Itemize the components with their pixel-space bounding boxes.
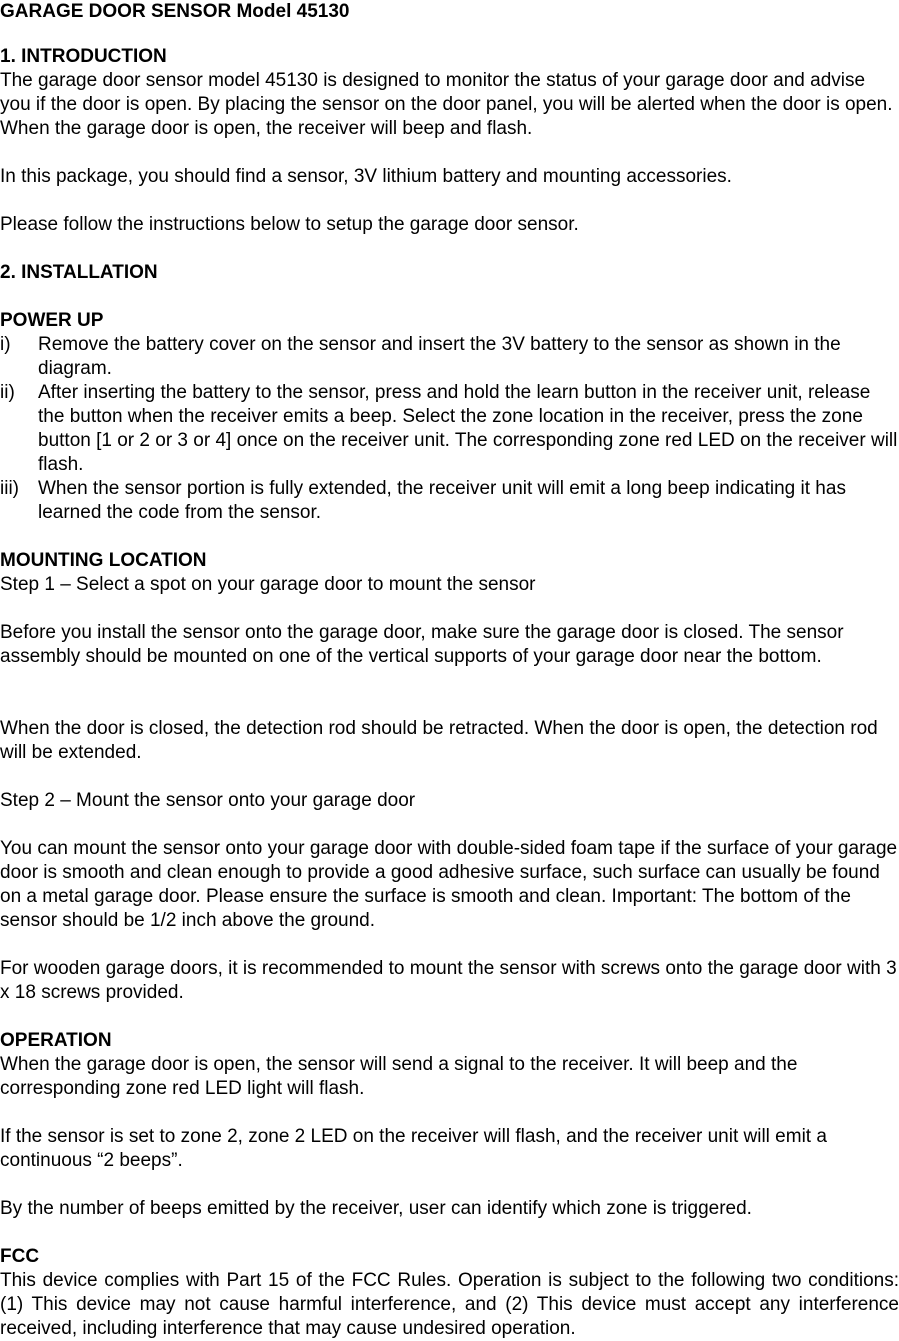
mounting-location-heading: MOUNTING LOCATION xyxy=(0,550,207,571)
step-number: iii) xyxy=(0,478,19,499)
intro-paragraph-2: In this package, you should find a sensor, 3V lithium battery and mounting accessories. xyxy=(0,166,732,187)
intro-paragraph-3: Please follow the instructions below to setup the garage door sensor. xyxy=(0,214,579,235)
step-text: After inserting the battery to the sensor, press and hold the learn button in the receiver unit, release the button when the receiver emits a beep. Select the zone location in the receiver, press the zone button [1 or 2 or 3 or 4] once on the receiver unit. The corresponding zone red LED on the receiver will flash. xyxy=(38,382,898,475)
mounting-step-1: Step 1 – Select a spot on your garage door to mount the sensor xyxy=(0,574,536,595)
step-text: Remove the battery cover on the sensor and insert the 3V battery to the sensor as shown in the diagram. xyxy=(38,334,841,379)
power-up-heading: POWER UP xyxy=(0,310,104,331)
mounting-paragraph-3: You can mount the sensor onto your garage door with double-sided foam tape if the surface of your garage door is smooth and clean enough to provide a good adhesive surface, such surface can usually be found on a metal garage door. Please ensure the surface is smooth and clean. Important: The bottom of the sensor should be 1/2 inch above the ground. xyxy=(0,838,898,931)
fcc-heading: FCC xyxy=(0,1246,40,1267)
intro-heading: 1. INTRODUCTION xyxy=(0,46,167,67)
mounting-step-2: Step 2 – Mount the sensor onto your garage door xyxy=(0,790,416,811)
operation-paragraph-1: When the garage door is open, the sensor will send a signal to the receiver. It will beep and the corresponding zone red LED light will flash. xyxy=(0,1054,798,1099)
installation-heading: 2. INSTALLATION xyxy=(0,262,158,283)
mounting-paragraph-4: For wooden garage doors, it is recommended to mount the sensor with screws onto the garage door with 3 x 18 screws provided. xyxy=(0,958,897,1003)
step-text: When the sensor portion is fully extended, the receiver unit will emit a long beep indicating it has learned the code from the sensor. xyxy=(38,478,846,523)
operation-paragraph-2: If the sensor is set to zone 2, zone 2 LED on the receiver will flash, and the receiver unit will emit a continuous “2 beeps”. xyxy=(0,1126,827,1171)
mounting-paragraph-2: When the door is closed, the detection rod should be retracted. When the door is open, the detection rod will be extended. xyxy=(0,718,878,763)
fcc-paragraph: This device complies with Part 15 of the FCC Rules. Operation is subject to the following two conditions: (1) This device may not cause harmful interference, and (2) This device must accept any interference received, including interference that may cause undesired operation. xyxy=(0,1270,899,1339)
intro-paragraph-1: The garage door sensor model 45130 is designed to monitor the status of your garage door and advise you if the door is open. By placing the sensor on the door panel, you will be alerted when the door is open. When the garage door is open, the receiver will beep and flash. xyxy=(0,70,893,139)
operation-paragraph-3: By the number of beeps emitted by the receiver, user can identify which zone is triggered. xyxy=(0,1198,752,1219)
step-number: i) xyxy=(0,334,11,355)
operation-heading: OPERATION xyxy=(0,1030,112,1051)
document-title: GARAGE DOOR SENSOR Model 45130 xyxy=(0,1,350,22)
step-number: ii) xyxy=(0,382,15,403)
mounting-paragraph-1: Before you install the sensor onto the garage door, make sure the garage door is closed. The sensor assembly should be mounted on one of the vertical supports of your garage door near the bottom. xyxy=(0,622,844,667)
